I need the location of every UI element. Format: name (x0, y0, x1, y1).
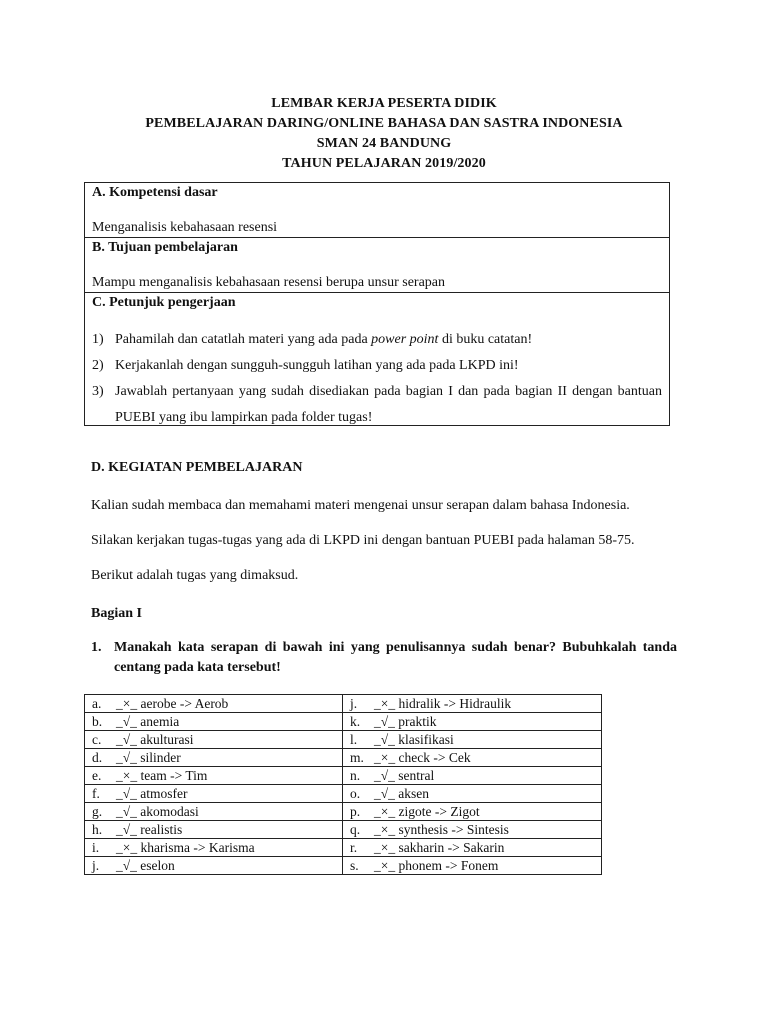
competency-text: Menganalisis kebahasaan resensi (92, 220, 278, 235)
activity-paragraph: Berikut adalah tugas yang dimaksud. (91, 568, 299, 583)
objective-box (84, 237, 670, 293)
answer-cell-right (343, 839, 602, 857)
document-header (0, 94, 768, 174)
instruction-item (92, 327, 662, 353)
instruction-number: 2) (92, 358, 104, 373)
answer-label: m. (350, 750, 364, 765)
answer-cell-left (85, 857, 343, 875)
answer-label: h. (92, 822, 103, 837)
question-1 (91, 638, 677, 678)
answer-label: o. (350, 786, 361, 801)
answer-text: _×_ phonem -> Fonem (374, 858, 499, 873)
header-year: TAHUN PELAJARAN 2019/2020 (282, 156, 486, 171)
answer-text: _×_ hidralik -> Hidraulik (374, 696, 512, 711)
instructions-title: C. Petunjuk pengerjaan (92, 295, 236, 310)
answer-label: l. (350, 732, 358, 747)
table-row (85, 821, 602, 839)
instruction-text: Pahamilah dan catatlah materi yang ada pada power point di buku catatan! (115, 332, 533, 347)
answer-label: k. (350, 714, 361, 729)
answer-text: _√_ sentral (374, 768, 435, 783)
answer-label: c. (92, 732, 102, 747)
answer-cell-right (343, 857, 602, 875)
answer-text: _×_ check -> Cek (374, 750, 471, 765)
answer-cell-right (343, 785, 602, 803)
answer-text: _×_ aerobe -> Aerob (116, 696, 229, 711)
instruction-text: Jawablah pertanyaan yang sudah disediakan pada bagian I dan pada bagian II dengan bantuan PUEBI yang ibu lampirkan pada folder tugas! (115, 384, 662, 425)
answer-text: _×_ synthesis -> Sintesis (374, 822, 509, 837)
answer-cell-left (85, 839, 343, 857)
answer-cell-right (343, 821, 602, 839)
header-school: SMAN 24 BANDUNG (316, 136, 452, 151)
answer-cell-right (343, 767, 602, 785)
answer-label: b. (92, 714, 103, 729)
question-number: 1. (91, 640, 102, 655)
answer-text: _√_ klasifikasi (374, 732, 454, 747)
answer-text: _√_ akulturasi (116, 732, 194, 747)
power-point-term: power point (371, 332, 439, 347)
answer-cell-left (85, 785, 343, 803)
competency-title: A. Kompetensi dasar (92, 185, 218, 200)
answer-cell-right (343, 803, 602, 821)
answer-cell-right (343, 713, 602, 731)
answer-label: g. (92, 804, 103, 819)
answer-cell-left (85, 749, 343, 767)
answer-text: _×_ zigote -> Zigot (374, 804, 480, 819)
instructions-list (92, 327, 662, 431)
answer-label: d. (92, 750, 103, 765)
header-title: LEMBAR KERJA PESERTA DIDIK (271, 96, 497, 111)
answer-label: i. (92, 840, 100, 855)
instructions-box (84, 292, 670, 426)
answer-cell-right (343, 731, 602, 749)
answer-cell-left (85, 731, 343, 749)
answer-label: e. (92, 768, 102, 783)
instruction-item (92, 379, 662, 431)
question-text: Manakah kata serapan di bawah ini yang penulisannya sudah benar? Bubuhkalah tanda centang pada kata tersebut! (114, 640, 677, 675)
answer-cell-left (85, 767, 343, 785)
answer-label: n. (350, 768, 361, 783)
activity-paragraph: Silakan kerjakan tugas-tugas yang ada di LKPD ini dengan bantuan PUEBI pada halaman 58-75. (91, 533, 635, 548)
answer-text: _√_ akomodasi (116, 804, 199, 819)
answer-cell-left (85, 713, 343, 731)
instruction-number: 1) (92, 332, 104, 347)
answer-label: s. (350, 858, 359, 873)
answer-cell-left (85, 695, 343, 713)
section-d-title: D. KEGIATAN PEMBELAJARAN (91, 460, 303, 475)
answer-text: _√_ aksen (374, 786, 430, 801)
answer-label: r. (350, 840, 358, 855)
table-row (85, 749, 602, 767)
table-row (85, 803, 602, 821)
answer-table-body (85, 695, 602, 875)
instruction-number: 3) (92, 384, 104, 399)
answer-label: f. (92, 786, 100, 801)
instruction-item (92, 353, 662, 379)
activity-paragraph: Kalian sudah membaca dan memahami materi mengenai unsur serapan dalam bahasa Indonesia. (91, 498, 630, 513)
answer-label: p. (350, 804, 361, 819)
table-row (85, 713, 602, 731)
header-subtitle: PEMBELAJARAN DARING/ONLINE BAHASA DAN SASTRA INDONESIA (145, 116, 623, 131)
instruction-text: Kerjakanlah dengan sungguh-sungguh latihan yang ada pada LKPD ini! (115, 358, 519, 373)
part-title: Bagian I (91, 606, 142, 621)
answer-text: _×_ team -> Tim (116, 768, 208, 783)
answer-cell-right (343, 695, 602, 713)
answer-text: _√_ atmosfer (116, 786, 188, 801)
answer-label: a. (92, 696, 102, 711)
answer-label: j. (92, 858, 100, 873)
answer-text: _×_ kharisma -> Karisma (116, 840, 255, 855)
table-row (85, 857, 602, 875)
answer-label: j. (350, 696, 358, 711)
objective-title: B. Tujuan pembelajaran (92, 240, 238, 255)
answer-text: _√_ praktik (374, 714, 437, 729)
answer-cell-left (85, 821, 343, 839)
answer-label: q. (350, 822, 361, 837)
answer-text: _√_ realistis (116, 822, 183, 837)
objective-text: Mampu menganalisis kebahasaan resensi berupa unsur serapan (92, 275, 445, 290)
answer-text: _×_ sakharin -> Sakarin (374, 840, 505, 855)
table-row (85, 839, 602, 857)
table-row (85, 767, 602, 785)
answer-table (84, 694, 602, 875)
competency-box (84, 182, 670, 238)
table-row (85, 731, 602, 749)
answer-text: _√_ anemia (116, 714, 180, 729)
answer-text: _√_ eselon (116, 858, 175, 873)
answer-cell-right (343, 749, 602, 767)
table-row (85, 785, 602, 803)
answer-cell-left (85, 803, 343, 821)
table-row (85, 695, 602, 713)
answer-text: _√_ silinder (116, 750, 181, 765)
